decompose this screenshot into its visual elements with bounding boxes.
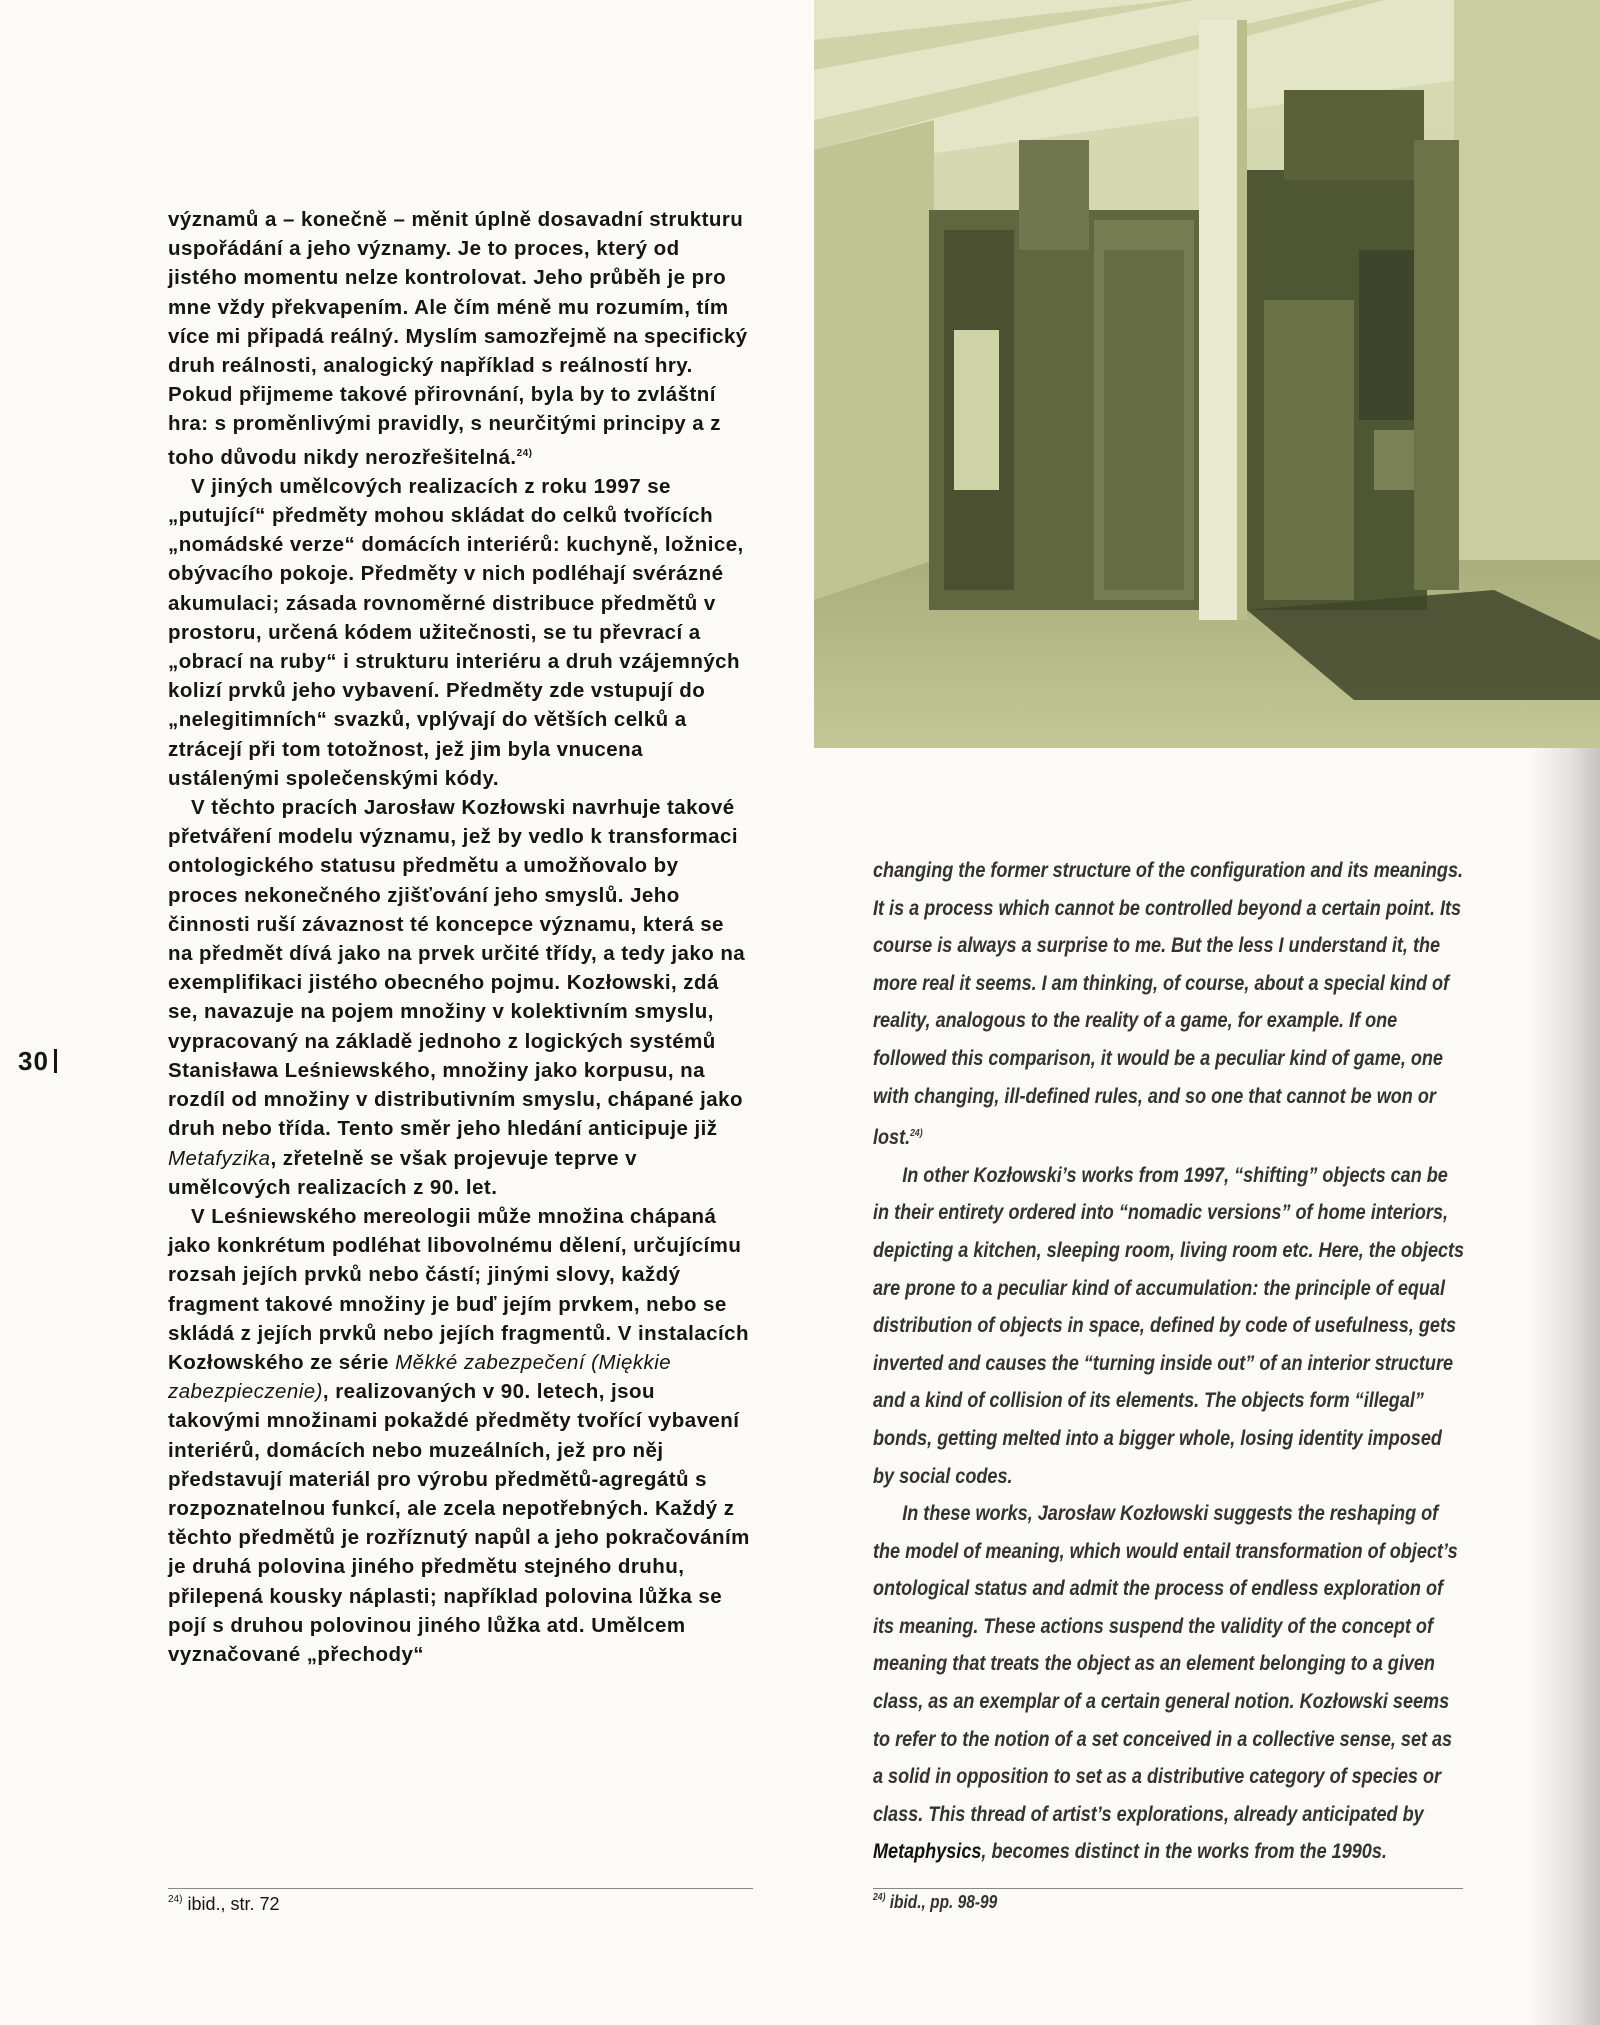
english-text-run: In other Kozłowski’s works from 1997, “shifting” objects can be in their entirety ordered into “nomadic versions” of home interiors, depicting a kitchen, sleeping room, living room etc. Here, the objects are prone to a peculiar kind of accumulation: the principle of equal distribution of objects in space, defined by code of usefulness, gets inverted and causes the “turning inside out” of an interior structure and a kind of collision of its elements. The objects form “illegal” bonds, getting melted into a bigger whole, losing identity imposed by social codes. <box>873 1163 1465 1488</box>
footnote-mark-cz: 24) <box>168 1894 183 1905</box>
footnote-reference: 24) <box>516 447 533 459</box>
english-text-run: , becomes distinct in the works from the 1990s. <box>981 1840 1387 1864</box>
czech-text-run: významů a – konečně – měnit úplně dosavadní strukturu uspořádání a jeho významy. Je to proces, který od jistého momentu nelze kontrolovat. Jeho průběh je pro mne vždy překvapením. Ale čím méně mu rozumím, tím více mi připadá reálný. Myslím samozřejmě na specifický druh reálnosti, analogický například s reálností hry. Pokud přijmeme takové přirovnání, byla by to zvláštní hra: s proměnlivými pravidly, s neurčitými principy a z toho důvodu nikdy nerozřešitelná. <box>168 208 748 469</box>
english-paragraph <box>873 1157 1466 1495</box>
page-number <box>18 1046 57 1077</box>
footnote-rule-en <box>873 1888 1463 1889</box>
czech-text-run: , zřetelně se však projevuje teprve v umělcových realizacích z 90. let. <box>168 1146 637 1199</box>
footnote-en <box>873 1892 997 1913</box>
english-text-column <box>873 852 1466 1871</box>
footnote-mark-en: 24) <box>873 1892 886 1903</box>
footnote-text-cz: ibid., str. 72 <box>182 1894 280 1914</box>
footnote-reference: 24) <box>910 1128 923 1140</box>
english-paragraph <box>873 852 1466 1157</box>
czech-text-column <box>168 205 753 1669</box>
czech-text-run: V Leśniewského mereologii může množina chápaná jako konkrétum podléhat libovolnému dělení, určujícímu rozsah jejích prvků nebo částí; jinými slovy, každý fragment takové množiny je buď jejím prvkem, nebo se skládá z jejích prvků nebo jejích fragmentů. V instalacích Kozłowského ze série <box>168 1204 749 1374</box>
english-text-run: Metaphysics <box>873 1840 982 1864</box>
czech-paragraph <box>168 205 753 472</box>
page-number-bar <box>54 1049 57 1073</box>
page-number-text: 30 <box>18 1046 49 1076</box>
english-text-run: In these works, Jarosław Kozłowski suggests the reshaping of the model of meaning, which would entail transformation of object’s ontological status and admit the process of endless exploration of its meaning. These actions suspend the validity of the concept of meaning that treats the object as an element belonging to a given class, as an exemplar of a certain general notion. Kozłowski seems to refer to the notion of a set conceived in a collective sense, set as a solid in opposition to set as a distributive category of species or class. This thread of artist’s explorations, already anticipated by <box>873 1502 1458 1826</box>
czech-paragraph <box>168 1202 753 1669</box>
footnote-cz <box>168 1894 280 1915</box>
footnote-rule-cz <box>168 1888 753 1889</box>
installation-photo-graphic <box>814 0 1600 748</box>
czech-paragraph <box>168 793 753 1202</box>
english-paragraph <box>873 1495 1466 1871</box>
czech-paragraph <box>168 472 753 793</box>
footnote-text-en: ibid., pp. 98-99 <box>885 1892 998 1912</box>
czech-text-run: , realizovaných v 90. letech, jsou takovými množinami pokaždé předměty tvořící vybavení interiérů, domácích nebo muzeálních, jež pro něj představují materiál pro výrobu předmětů-agregátů s rozpoznatelnou funkcí, ale zcela nepotřebných. Každý z těchto předmětů je rozříznutý napůl a jeho pokračováním je druhá polovina jiného předmětu stejného druhu, přilepená kousky náplasti; například polovina lůžka se pojí s druhou polovinou jiného lůžka atd. Umělcem vyznačované „přechody“ <box>168 1380 750 1666</box>
czech-text-run: V jiných umělcových realizacích z roku 1997 se „putující“ předměty mohou skládat do celků tvořících „nomádské verze“ domácích interiérů: kuchyně, ložnice, obývacího pokoje. Předměty v nich podléhají svérázné akumulaci; zásada rovnoměrné distribuce předmětů v prostoru, určená kódem užitečnosti, se tu převrací a „obrací na ruby“ i strukturu interiéru a druh vzájemných kolizí prvků jeho vybavení. Předměty zde vstupují do „nelegitimních“ svazků, vplývají do větších celků a ztrácejí při tom totožnost, jež jim byla vnucena ustálenými společenskými kódy. <box>168 474 744 790</box>
czech-text-run: Metafyzika <box>168 1146 271 1170</box>
czech-text-run: Měkké zabezpečení (Miękkie zabezpieczenie) <box>168 1350 672 1404</box>
english-text-run: changing the former structure of the configuration and its meanings. It is a process which cannot be controlled beyond a certain point. Its course is always a surprise to me. But the less I understand it, the more real it seems. I am thinking, of course, about a special kind of reality, analogous to the reality of a game, for example. If one followed this comparison, it would be a peculiar kind of game, one with changing, ill-defined rules, and so one that cannot be won or lost. <box>873 859 1464 1150</box>
czech-text-run: V těchto pracích Jarosław Kozłowski navrhuje takové přetváření modelu významu, jež by vedlo k transformaci ontologického statusu předmětu a umožňovalo by proces nekonečného zjišťování jeho smyslů. Jeho činnosti ruší závaznost té koncepce významu, která se na předmět dívá jako na prvek určité třídy, a tedy jako na exemplifikaci jistého obecného pojmu. Kozłowski, zdá se, navazuje na pojem množiny v kolektivním smyslu, vypracovaný na základě jednoho z logických systémů Stanisława Leśniewského, množiny jako korpusu, na rozdíl od množiny v distributivním smyslu, chápané jako druh nebo třída. Tento směr jeho hledání anticipuje již <box>168 796 746 1141</box>
installation-photo <box>814 0 1600 748</box>
